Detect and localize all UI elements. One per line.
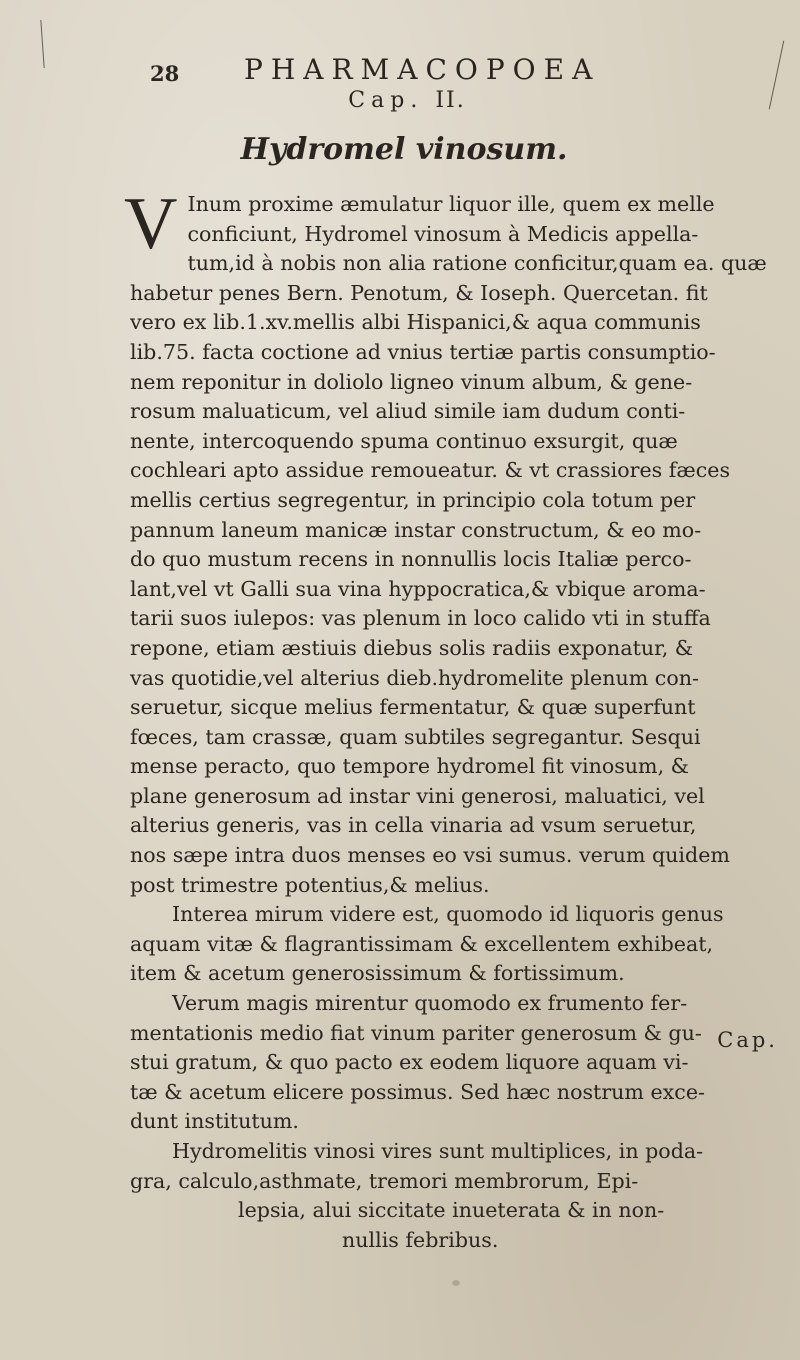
text-line: lepsia, alui siccitate inueterata & in non- <box>238 1198 665 1223</box>
chapter-heading <box>0 88 800 113</box>
paragraph-line: Interea mirum videre est, quomodo id liquoris genus <box>172 902 724 927</box>
paragraph-line: Verum magis mirentur quomodo ex frumento fer- <box>172 991 688 1016</box>
text-line: gra, calculo,asthmate, tremori membrorum, Epi- <box>130 1168 639 1193</box>
text-line: mense peracto, quo tempore hydromel fit vinosum, & <box>130 754 690 779</box>
running-title: PHARMACOPOEA <box>244 53 601 86</box>
text-line: stui gratum, & quo pacto ex eodem liquore aquam vi- <box>130 1050 689 1075</box>
text-line: item & acetum generosissimum & fortissimum. <box>130 961 625 986</box>
text-line: pannum laneum manicæ instar constructum, & eo mo- <box>130 517 702 542</box>
page-number: 28 <box>150 61 180 86</box>
catchword: Cap. <box>717 1028 778 1052</box>
text-line: alterius generis, vas in cella vinaria ad vsum seruetur, <box>130 813 697 838</box>
text-line: habetur penes Bern. Penotum, & Ioseph. Quercetan. fit <box>130 280 708 305</box>
text-line: mentationis medio fiat vinum pariter generosum & gu- <box>130 1020 702 1045</box>
text-line: lib.75. facta coctione ad vnius tertiæ partis consumptio- <box>130 339 716 364</box>
text-line: tarii suos iulepos: vas plenum in loco calido vti in stuffa <box>130 606 711 631</box>
text-line: fœces, tam crassæ, quam subtiles segregantur. Sesqui <box>130 724 701 749</box>
text-line: tæ & acetum elicere possimus. Sed hæc nostrum exce- <box>130 1079 705 1104</box>
text-line: lant,vel vt Galli sua vina hyppocratica,& vbique aroma- <box>130 576 706 601</box>
text-line: nente, intercoquendo spuma continuo exsurgit, quæ <box>130 428 678 453</box>
text-line: vero ex lib.1.xv.mellis albi Hispanici,& aqua communis <box>130 310 701 335</box>
text-line: do quo mustum recens in nonnullis locis Italiæ perco- <box>130 547 692 572</box>
text-line: post trimestre potentius,& melius. <box>130 872 490 897</box>
text-line: repone, etiam æstiuis diebus solis radiis exponatur, & <box>130 635 694 660</box>
text-line: mellis certius segregentur, in principio cola totum per <box>130 487 696 512</box>
ink-speck <box>452 1280 460 1286</box>
section-title: Hydromel vinosum. <box>240 132 568 167</box>
text-line: aquam vitæ & flagrantissimam & excellentem exhibeat, <box>130 931 714 956</box>
running-head <box>118 42 680 86</box>
drop-capital: V <box>124 183 178 265</box>
text-line: dunt institutum. <box>130 1109 299 1134</box>
text-line: Inum proxime æmulatur liquor ille, quem ex melle <box>187 192 715 216</box>
paragraph-line: Hydromelitis vinosi vires sunt multiplices, in poda- <box>172 1139 704 1163</box>
chapter-label: Cap. <box>348 88 424 113</box>
main-text <box>124 183 790 1255</box>
text-line: plane generosum ad instar vini generosi, maluatici, vel <box>130 783 705 808</box>
text-line: rosum maluaticum, vel aliud simile iam dudum conti- <box>130 399 686 424</box>
text-line: tum,id à nobis non alia ratione conficitur,quam ea. quæ <box>187 251 767 276</box>
text-line: seruetur, sicque melius fermentatur, & quæ superfunt <box>130 695 696 720</box>
text-line: conficiunt, Hydromel vinosum à Medicis appella- <box>187 221 699 246</box>
text-line: nem reponitur in doliolo ligneo vinum album, & gene- <box>130 369 693 394</box>
text-line: nullis febribus. <box>342 1227 499 1252</box>
margin-mark <box>40 20 44 68</box>
text-line: vas quotidie,vel alterius dieb.hydromelite plenum con- <box>130 665 699 690</box>
chapter-number: II. <box>435 88 466 113</box>
text-line: cochleari apto assidue remoueatur. & vt crassiores fæces <box>130 458 731 483</box>
text-line: nos sæpe intra duos menses eo vsi sumus. verum quidem <box>130 843 730 868</box>
